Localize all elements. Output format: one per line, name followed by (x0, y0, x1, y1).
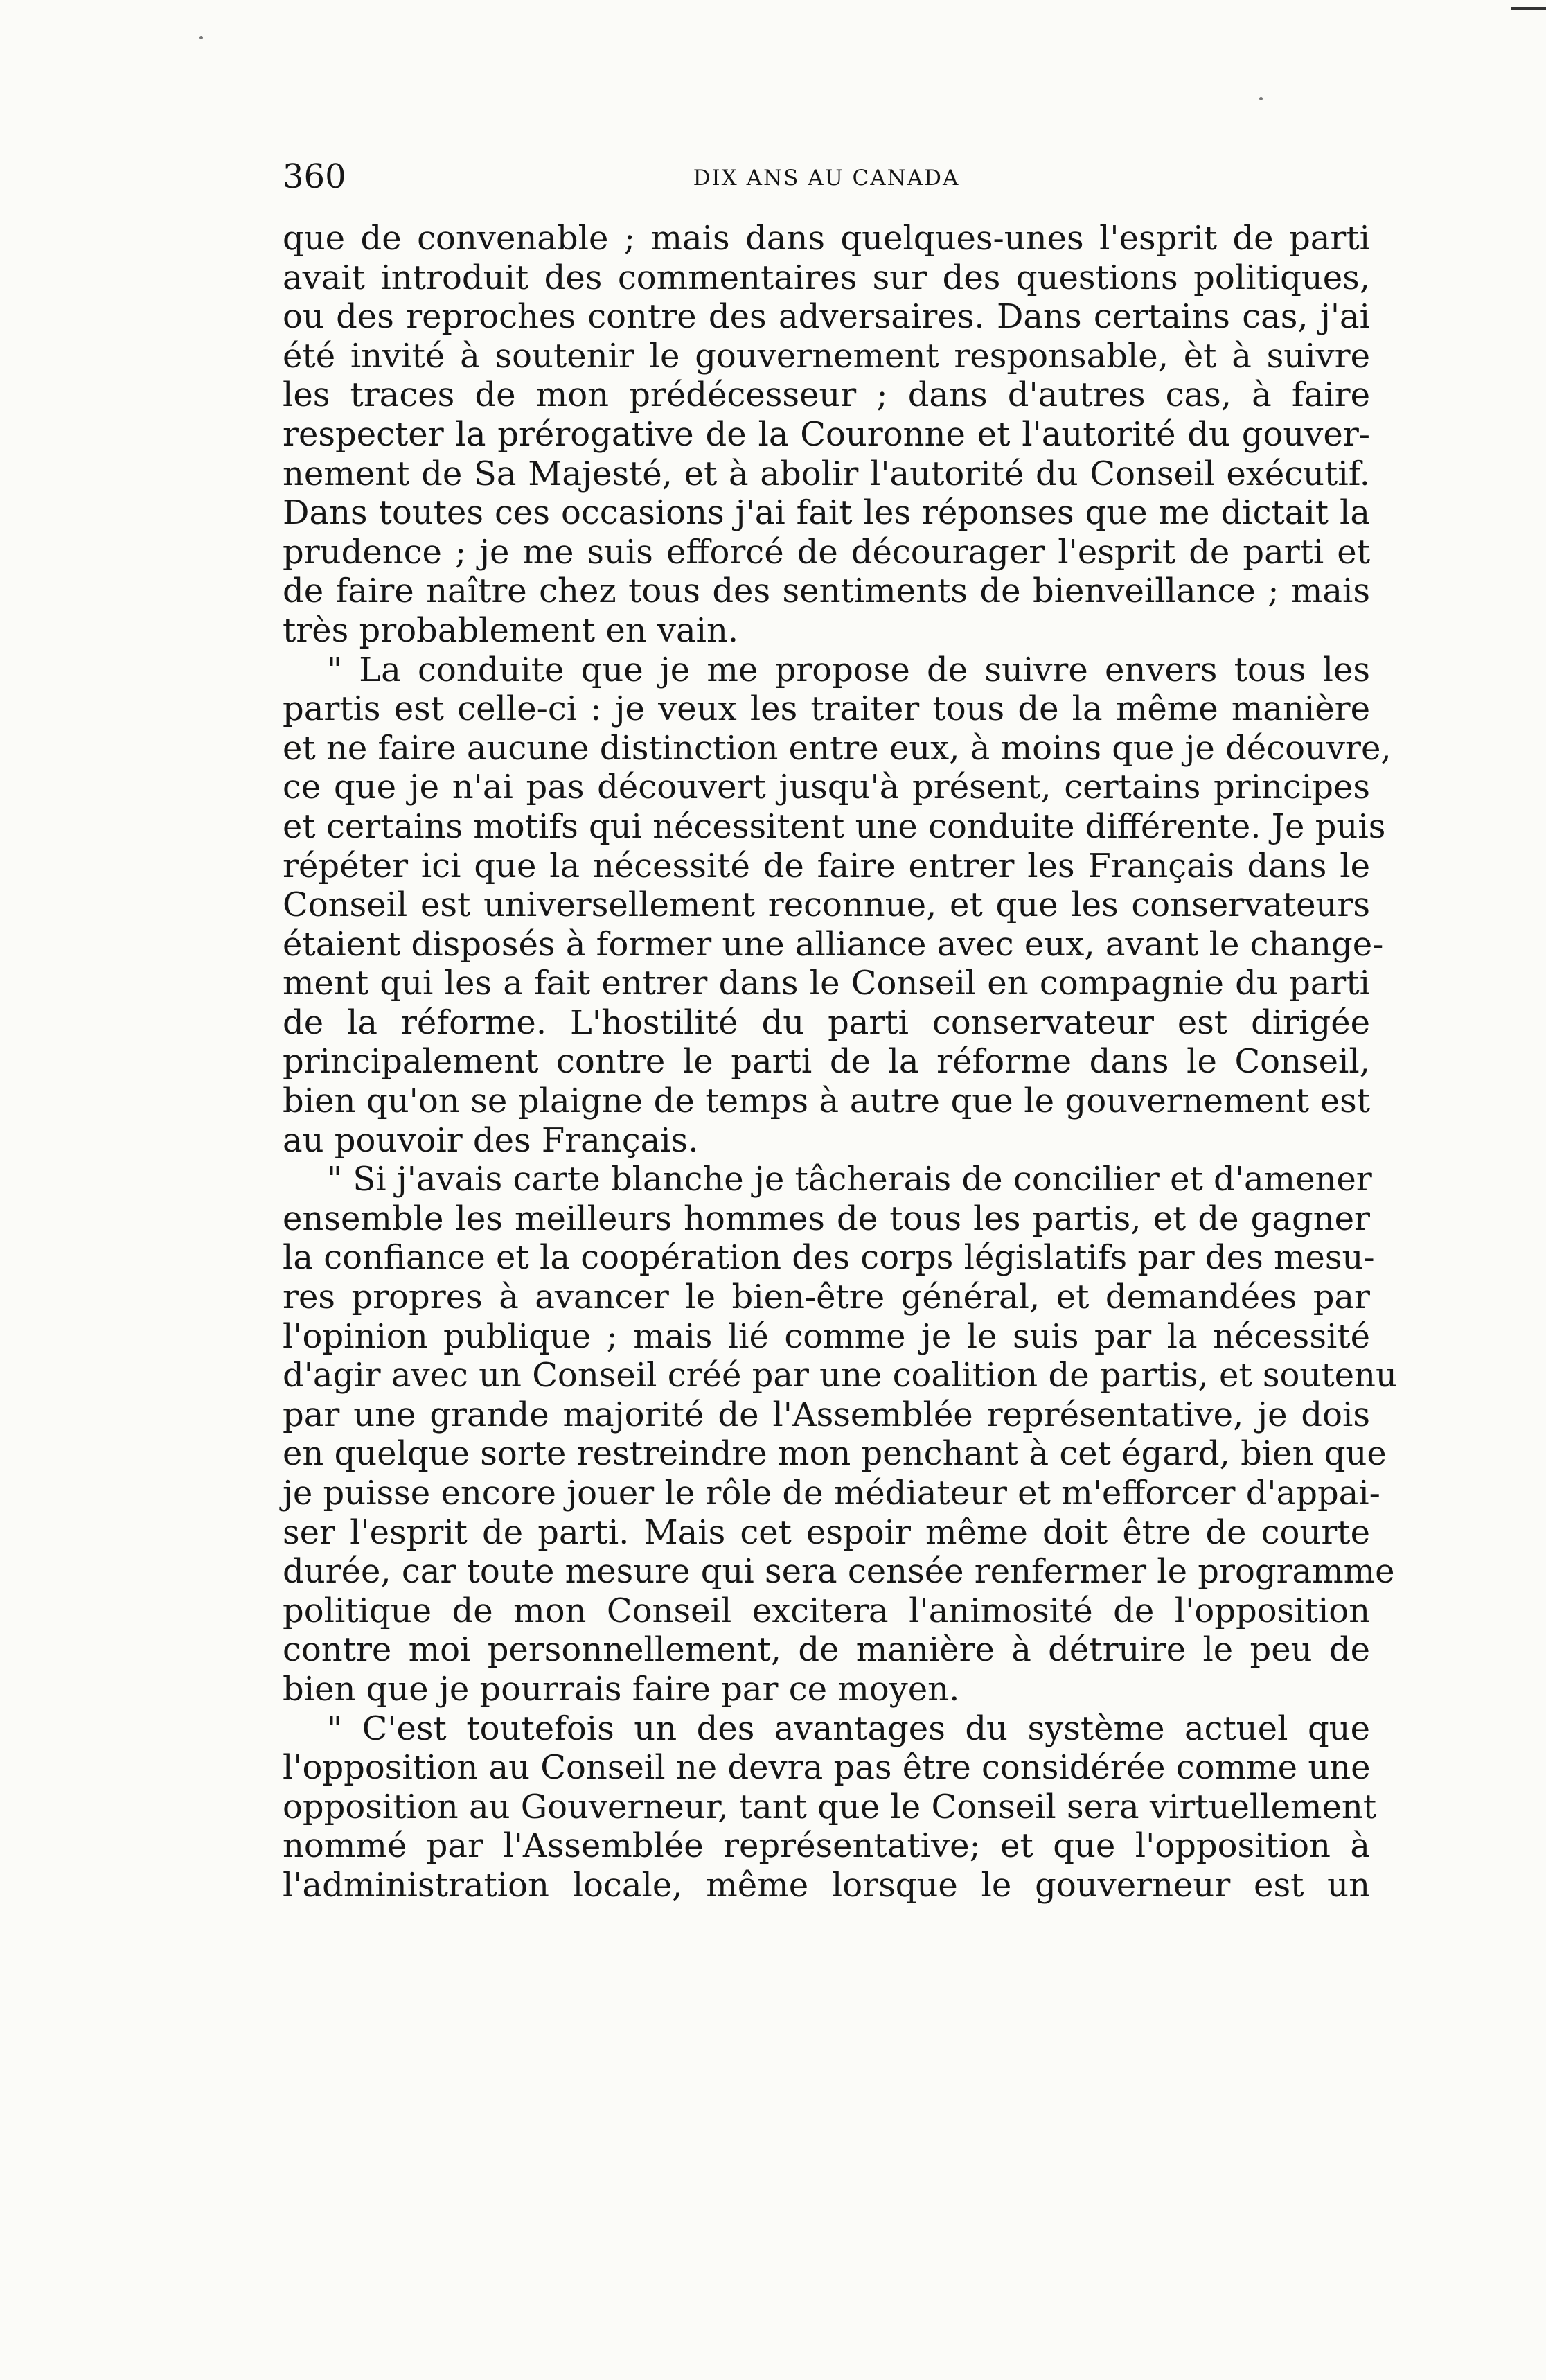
text-line: nommé par l'Assemblée représentative; et que l'opposition à (283, 1826, 1370, 1866)
text-line: ser l'esprit de parti. Mais cet espoir même doit être de courte (283, 1513, 1370, 1552)
text-line: avait introduit des commentaires sur des questions politiques, (283, 258, 1370, 297)
text-line: ou des reproches contre des adversaires. Dans certains cas, j'ai (283, 297, 1370, 337)
text-line: Conseil est universellement reconnue, et que les conservateurs (283, 885, 1370, 925)
text-line: ce que je n'ai pas découvert jusqu'à présent, certains principes (283, 768, 1370, 807)
running-title: DIX ANS AU CANADA (693, 166, 960, 191)
body-text (283, 219, 1397, 1905)
text-line: d'agir avec un Conseil créé par une coalition de partis, et soutenu (283, 1356, 1397, 1395)
text-line: en quelque sorte restreindre mon penchant à cet égard, bien que (283, 1434, 1387, 1474)
text-line: les traces de mon prédécesseur ; dans d'autres cas, à faire (283, 376, 1370, 415)
page-header (283, 156, 1370, 197)
text-line: je puisse encore jouer le rôle de médiateur et m'efforcer d'appai- (283, 1474, 1380, 1513)
text-line: l'opposition au Conseil ne devra pas être considérée comme une (283, 1748, 1371, 1788)
text-line: res propres à avancer le bien-être général, et demandées par (283, 1278, 1370, 1317)
text-line: et certains motifs qui nécessitent une conduite différente. Je puis (283, 806, 1386, 846)
text-line: politique de mon Conseil excitera l'animosité de l'opposition (283, 1591, 1370, 1630)
text-line: l'opinion publique ; mais lié comme je le suis par la nécessité (283, 1316, 1370, 1356)
text-line: prudence ; je me suis efforcé de décourager l'esprit de parti et (283, 532, 1370, 572)
text-line: étaient disposés à former une alliance avec eux, avant le change- (283, 924, 1384, 964)
text-line: Dans toutes ces occasions j'ai fait les réponses que me dictait la (283, 493, 1370, 533)
text-line: " La conduite que je me propose de suivre envers tous les (327, 650, 1370, 689)
text-line: l'administration locale, même lorsque le gouverneur est un (283, 1865, 1370, 1905)
text-line: " C'est toutefois un des avantages du système actuel que (327, 1709, 1370, 1748)
text-line: contre moi personnellement, de manière à détruire le peu de (283, 1630, 1370, 1670)
text-line: nement de Sa Majesté, et à abolir l'autorité du Conseil exécutif. (283, 454, 1370, 493)
page-number: 360 (283, 157, 346, 196)
text-line: au pouvoir des Français. (283, 1120, 699, 1160)
text-line: ment qui les a fait entrer dans le Conseil en compagnie du parti (283, 964, 1370, 1003)
text-line: très probablement en vain. (283, 610, 739, 650)
text-line: de la réforme. L'hostilité du parti conservateur est dirigée (283, 1003, 1370, 1042)
text-line: partis est celle-ci : je veux les traiter tous de la même manière (283, 689, 1370, 729)
text-line: été invité à soutenir le gouvernement responsable, èt à suivre (283, 336, 1370, 376)
text-line: principalement contre le parti de la réforme dans le Conseil, (283, 1042, 1370, 1082)
text-line: respecter la prérogative de la Couronne et l'autorité du gouver- (283, 414, 1370, 454)
text-line: répéter ici que la nécessité de faire entrer les Français dans le (283, 846, 1370, 885)
text-line: la confiance et la coopération des corps législatifs par des mesu- (283, 1238, 1375, 1278)
text-line: de faire naître chez tous des sentiments de bienveillance ; mais (283, 572, 1370, 611)
scan-edge-mark (1511, 7, 1546, 10)
text-line: par une grande majorité de l'Assemblée représentative, je dois (283, 1395, 1370, 1434)
text-line: bien que je pourrais faire par ce moyen. (283, 1669, 960, 1709)
text-line: que de convenable ; mais dans quelques-unes l'esprit de parti (283, 219, 1370, 258)
text-line: et ne faire aucune distinction entre eux, à moins que je découvre, (283, 728, 1392, 768)
text-line: opposition au Gouverneur, tant que le Conseil sera virtuellement (283, 1787, 1377, 1826)
text-line: bien qu'on se plaigne de temps à autre que le gouvernement est (283, 1082, 1370, 1121)
text-line: ensemble les meilleurs hommes de tous les partis, et de gagner (283, 1199, 1370, 1238)
text-line: " Si j'avais carte blanche je tâcherais de concilier et d'amener (327, 1160, 1372, 1199)
text-line: durée, car toute mesure qui sera censée renfermer le programme (283, 1552, 1395, 1592)
